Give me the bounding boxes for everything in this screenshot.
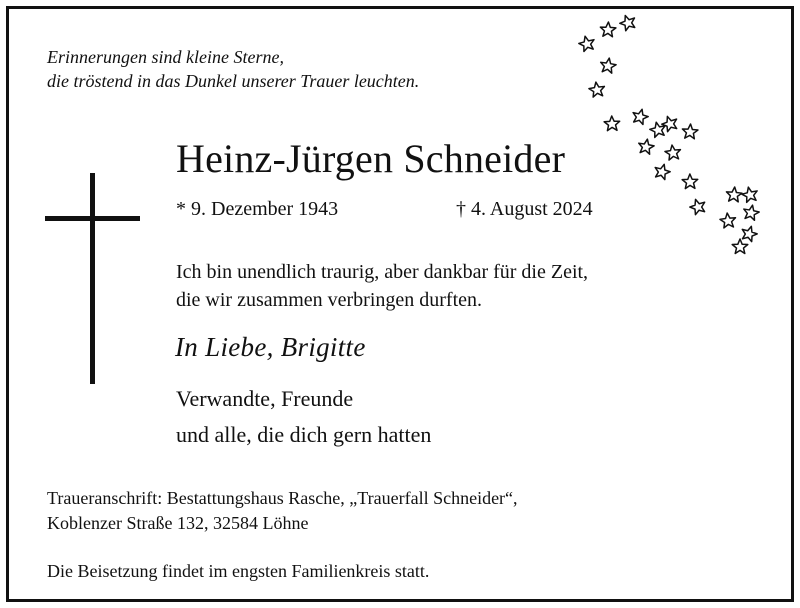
signature: In Liebe, Brigitte <box>175 332 366 362</box>
star-icon <box>664 144 681 160</box>
star-icon <box>682 123 699 139</box>
farewell-message <box>176 258 588 314</box>
cross-icon <box>90 173 95 384</box>
message-line-2: die wir zusammen verbringen durften. <box>176 289 483 311</box>
deceased-name: Heinz-Jürgen Schneider <box>176 136 566 181</box>
address-line-2: Koblenzer Straße 132, 32584 Löhne <box>47 513 309 533</box>
star-icon <box>688 197 707 216</box>
motto-line-2: die tröstend in das Dunkel unserer Trauer leuchten. <box>47 71 420 91</box>
star-icon <box>742 204 760 221</box>
motto-line-1: Erinnerungen sind kleine Sterne, <box>47 47 284 67</box>
star-icon <box>653 162 672 180</box>
mourners <box>176 381 431 453</box>
address-line-1: Traueranschrift: Bestattungshaus Rasche, „Trauerfall Schneider“, <box>47 488 518 508</box>
star-icon <box>631 107 650 125</box>
star-icon <box>719 212 736 228</box>
mourning-address <box>47 486 518 536</box>
star-icon <box>637 138 655 155</box>
message-line-1: Ich bin unendlich traurig, aber dankbar für die Zeit, <box>176 261 589 283</box>
star-icon <box>741 186 759 203</box>
star-icon <box>600 22 616 37</box>
star-icon <box>726 186 743 202</box>
star-icon <box>660 114 679 133</box>
mourners-line-1: Verwandte, Freunde <box>176 386 354 411</box>
star-icon <box>682 174 698 189</box>
obituary-notice <box>6 6 794 602</box>
death-date: † 4. August 2024 <box>456 198 593 220</box>
cross-icon-crossbar <box>45 216 140 221</box>
star-icon <box>732 239 748 254</box>
star-icon <box>599 57 617 74</box>
funeral-note: Die Beisetzung findet im engsten Familienkreis statt. <box>47 561 430 581</box>
mourners-line-2: und alle, die dich gern hatten <box>176 422 432 447</box>
star-icon <box>618 13 638 32</box>
star-icon <box>577 34 596 52</box>
star-icon <box>604 116 620 131</box>
birth-date: * 9. Dezember 1943 <box>176 198 339 220</box>
star-icon <box>740 224 759 242</box>
star-icon <box>588 81 605 98</box>
